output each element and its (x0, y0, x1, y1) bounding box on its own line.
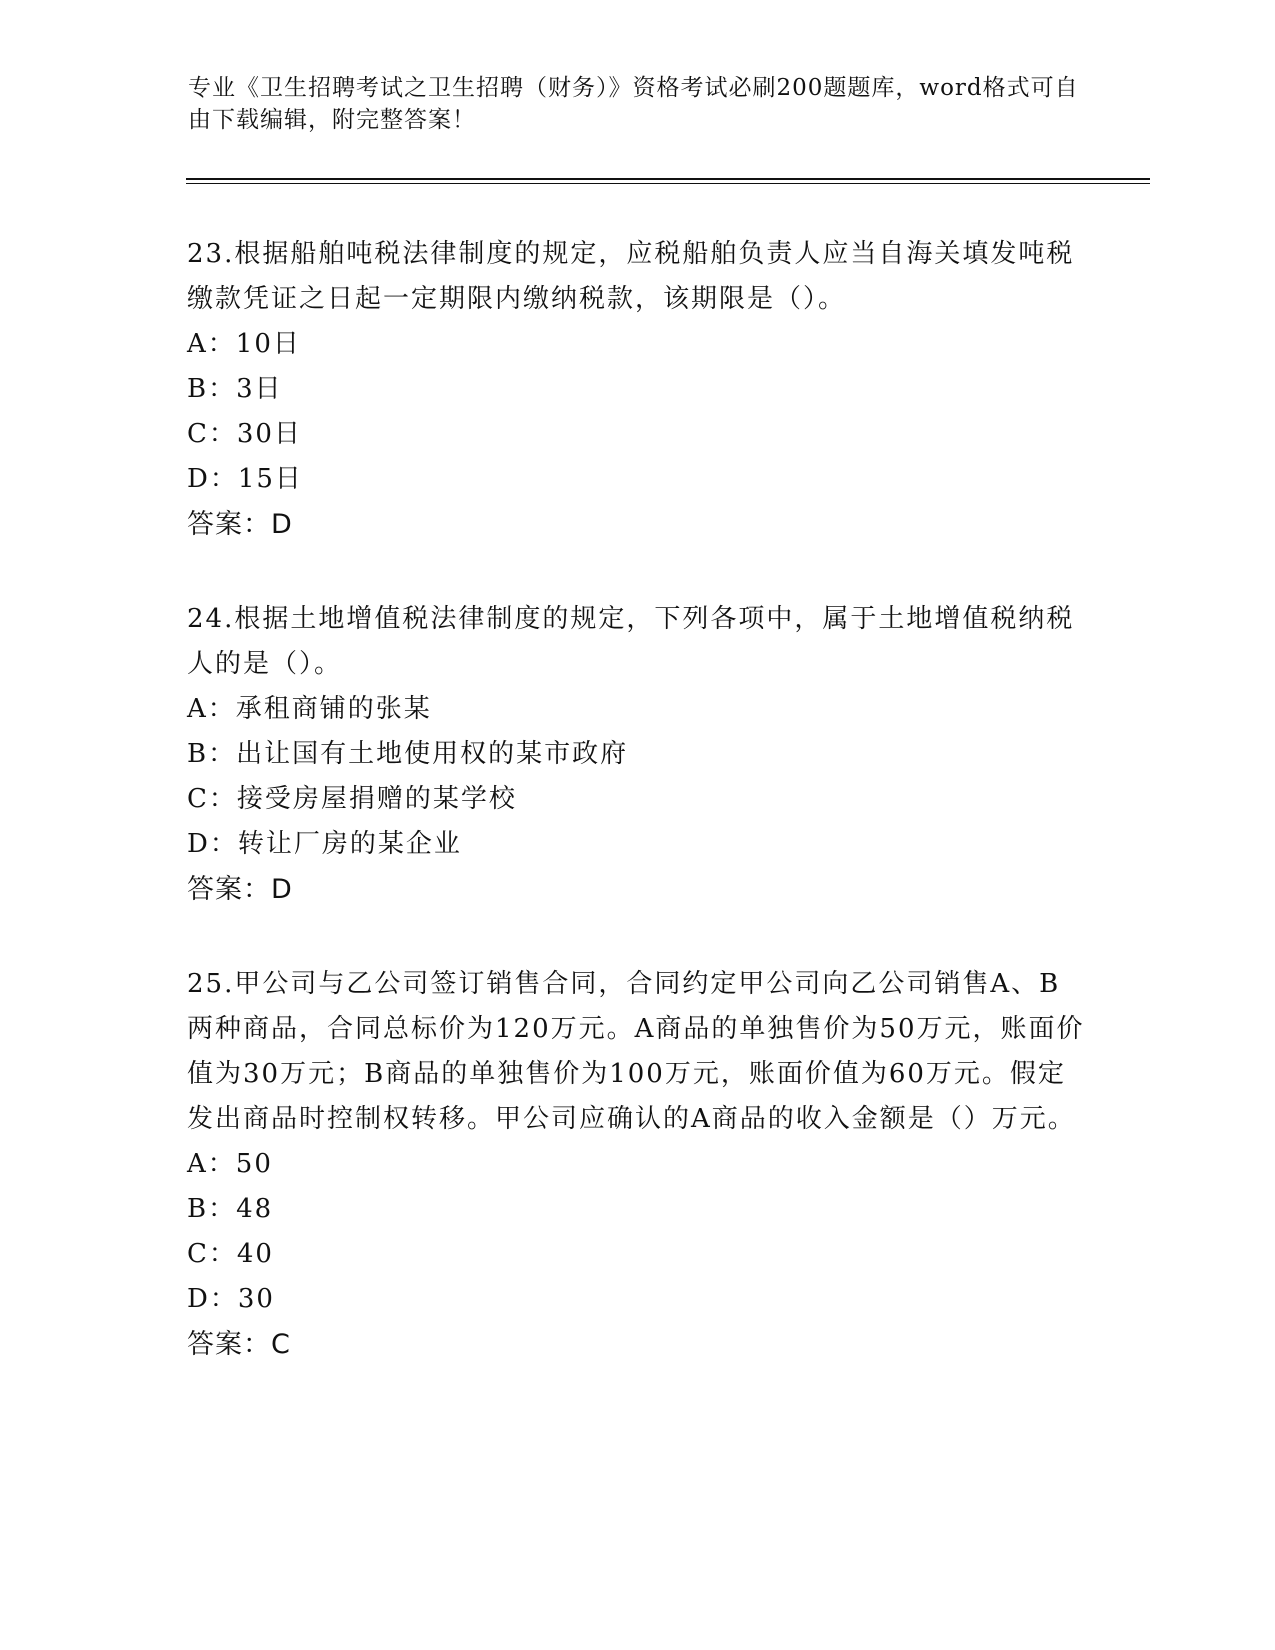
answer-line: 答案：C (187, 1329, 291, 1360)
option-a: A：10日 (187, 329, 301, 359)
option-a: A：承租商铺的张某 (187, 694, 432, 724)
option-b: B：3日 (187, 374, 283, 404)
question-25 (187, 962, 1087, 1368)
question-stem: 23.根据船舶吨税法律制度的规定，应税船舶负责人应当自海关填发吨税缴款凭证之日起一定期限内缴纳税款，该期限是（）。 (187, 239, 1075, 314)
document-header-intro: 专业《卫生招聘考试之卫生招聘（财务）》资格考试必刷200题题库，word格式可自由下载编辑，附完整答案！ (188, 75, 1079, 133)
option-d: D：转让厂房的某企业 (187, 829, 462, 859)
option-d: D：30 (187, 1284, 275, 1314)
header-divider-thick (186, 178, 1150, 180)
answer-line: 答案：D (187, 874, 293, 905)
option-c: C：接受房屋捐赠的某学校 (187, 784, 517, 814)
question-24 (187, 597, 1087, 913)
option-d: D：15日 (187, 464, 303, 494)
question-stem: 25.甲公司与乙公司签订销售合同，合同约定甲公司向乙公司销售A、B两种商品，合同总标价为120万元。A商品的单独售价为50万元，账面价值为30万元；B商品的单独售价为100万元，账面价值为60万元。假定发出商品时控制权转移。甲公司应确认的A商品的收入金额是（）万元。 (187, 969, 1085, 1134)
option-b: B：48 (187, 1194, 274, 1224)
question-stem: 24.根据土地增值税法律制度的规定，下列各项中，属于土地增值税纳税人的是（）。 (187, 604, 1075, 679)
question-23 (187, 232, 1087, 548)
header-divider-thin (186, 183, 1150, 184)
option-c: C：30日 (187, 419, 302, 449)
option-a: A：50 (187, 1149, 273, 1179)
option-c: C：40 (187, 1239, 274, 1269)
answer-line: 答案：D (187, 509, 293, 540)
option-b: B：出让国有土地使用权的某市政府 (187, 739, 629, 769)
